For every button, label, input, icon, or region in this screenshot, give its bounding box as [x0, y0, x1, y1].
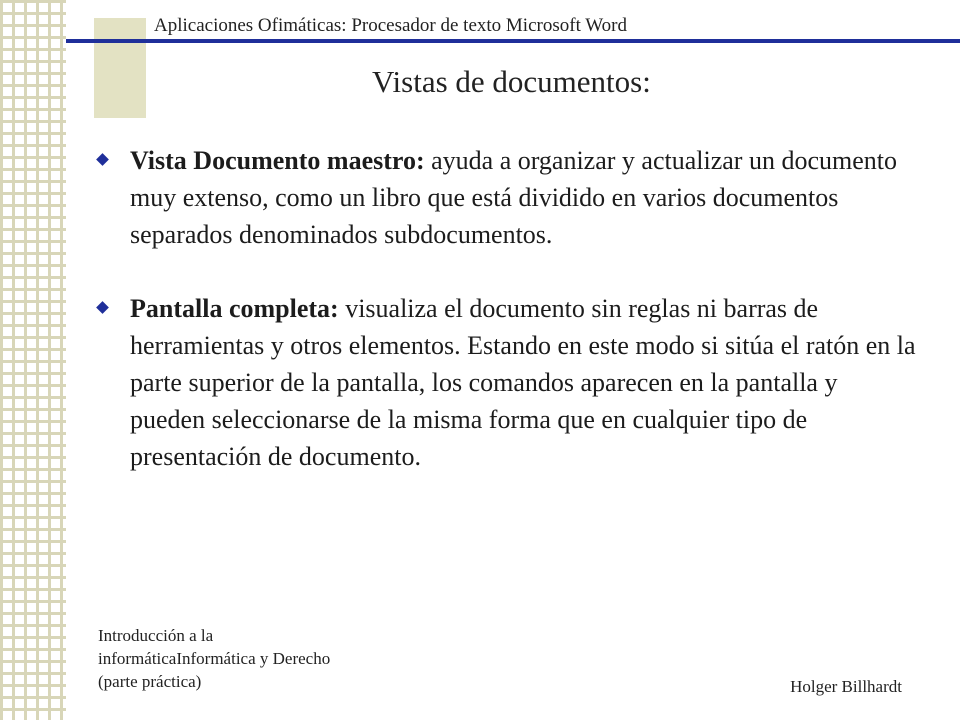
decorative-corner-block	[94, 18, 146, 118]
slide-title: Vistas de documentos:	[372, 64, 651, 99]
footer-line: (parte práctica)	[98, 672, 202, 691]
diamond-bullet-icon	[96, 301, 109, 314]
header-divider-line	[66, 39, 960, 43]
bullet-term: Pantalla completa:	[130, 294, 339, 323]
bullet-item-documento-maestro	[96, 142, 916, 253]
bullet-text: ayuda a organizar y actualizar un documento muy extenso, como un libro que está dividido en varios documentos separados denominados subdocumentos.	[130, 146, 897, 249]
footer-author: Holger Billhardt	[790, 677, 902, 696]
decorative-crosshatch-strip	[0, 0, 66, 720]
footer-line: informáticaInformática y Derecho	[98, 649, 331, 668]
footer-line: Introducción a la	[98, 626, 214, 645]
bullet-item-pantalla-completa	[96, 290, 916, 475]
course-title: Aplicaciones Ofimáticas: Procesador de texto Microsoft Word	[154, 15, 627, 36]
bullet-list	[96, 142, 916, 512]
bullet-text: visualiza el documento sin reglas ni barras de herramientas y otros elementos. Estando en este modo si sitúa el ratón en la parte superior de la pantalla, los comandos aparecen en la pantalla y pueden seleccionarse de la misma forma que en cualquier tipo de presentación de documento.	[130, 294, 916, 471]
footer-course-name	[98, 624, 418, 693]
bullet-term: Vista Documento maestro:	[130, 146, 425, 175]
diamond-bullet-icon	[96, 153, 109, 166]
